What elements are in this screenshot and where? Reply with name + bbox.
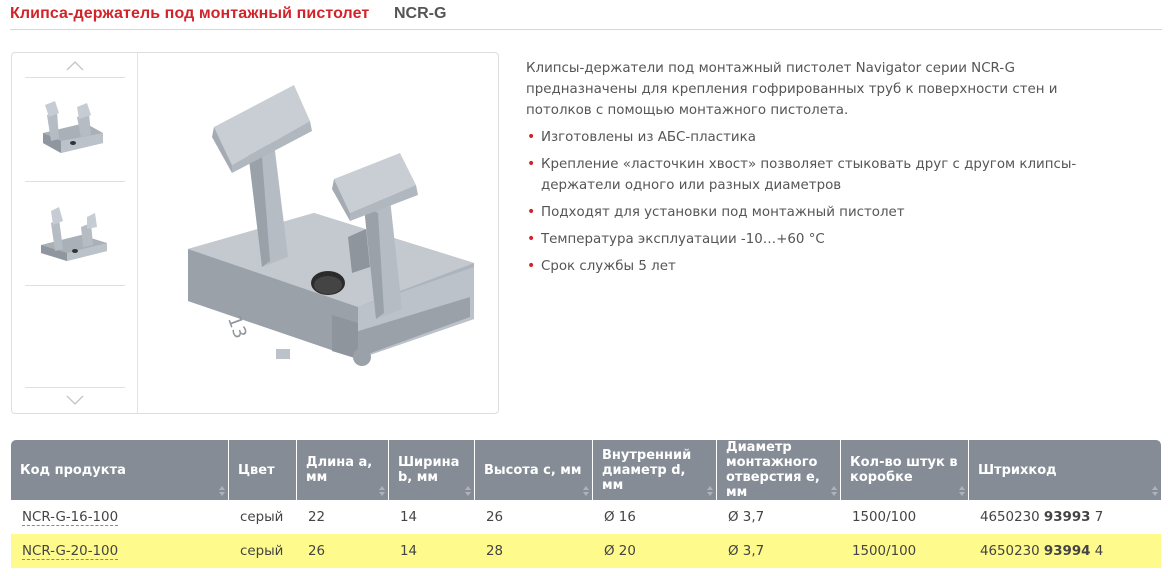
thumbnail-2[interactable] <box>25 185 125 285</box>
sort-icon <box>1152 486 1158 496</box>
embossed-size-number: 13 <box>223 312 251 342</box>
product-series-code: NCR-G <box>394 5 447 22</box>
column-header-qty[interactable]: Кол-во штук в коробке <box>841 440 969 500</box>
cell-qty: 1500/100 <box>852 509 917 525</box>
cell-code[interactable] <box>11 534 229 568</box>
cell-inner-diameter: Ø 16 <box>604 509 636 525</box>
thumbnail-divider <box>25 285 125 286</box>
sort-icon <box>831 486 837 496</box>
cell-code[interactable] <box>11 500 229 534</box>
clip-holder-image <box>152 61 492 405</box>
chevron-up-icon <box>66 61 84 71</box>
feature-text: Изготовлены из АБС-пластика <box>541 130 756 145</box>
cell-length: 26 <box>297 534 389 568</box>
cell-width: 14 <box>389 534 475 568</box>
table-row-highlighted <box>11 534 1161 568</box>
description-intro: Клипсы-держатели под монтажный пистолет Navigator серии NCR-G предназначены для крепления гофрированных труб к поверхности стен и потолков с помощью монтажного пистолета. <box>526 61 1058 118</box>
cell-inner-diameter: Ø 20 <box>593 534 717 568</box>
thumbnail-1[interactable] <box>25 79 125 179</box>
cell-hole-diameter: Ø 3,7 <box>728 509 765 525</box>
cell-color: серый <box>240 509 284 525</box>
feature-item <box>526 202 1126 223</box>
product-code-link[interactable]: NCR-G-16-100 <box>22 509 119 525</box>
feature-text: Срок службы 5 лет <box>541 259 676 274</box>
sort-icon <box>959 486 965 496</box>
bullet-icon: • <box>527 156 536 172</box>
clip-thumbnail-front <box>37 91 113 167</box>
feature-item <box>526 256 1126 277</box>
thumbnail-scroll-up-button[interactable] <box>25 55 125 77</box>
product-gallery <box>11 52 499 414</box>
feature-text: Температура эксплуатации -10…+60 °С <box>541 232 825 247</box>
sort-icon <box>583 486 589 496</box>
cell-barcode: 4650230 93993 7 <box>980 509 1104 525</box>
column-header-width[interactable]: Ширина b, мм <box>389 440 475 500</box>
column-header-hole-diameter[interactable]: Диаметр монтажного отверстия e, мм <box>717 440 841 500</box>
cell-color: серый <box>229 534 297 568</box>
clip-thumbnail-side <box>37 197 113 273</box>
table-header-row <box>11 440 1161 500</box>
thumbnail-scroll-down-button[interactable] <box>25 389 125 411</box>
cell-qty: 1500/100 <box>841 534 969 568</box>
cell-width: 14 <box>400 509 418 525</box>
cell-length: 22 <box>308 509 326 525</box>
thumbnail-strip <box>12 53 138 413</box>
feature-list <box>526 127 1126 277</box>
column-header-color[interactable]: Цвет <box>229 440 297 500</box>
bullet-icon: • <box>527 129 536 145</box>
page-header <box>10 0 1162 30</box>
thumbnail-divider <box>25 181 125 182</box>
thumbnail-divider <box>25 77 125 78</box>
cell-height: 28 <box>475 534 593 568</box>
cell-barcode: 4650230 93994 4 <box>969 534 1161 568</box>
sort-icon <box>465 486 471 496</box>
column-header-length[interactable]: Длина a, мм <box>297 440 389 500</box>
product-main-image <box>152 61 492 405</box>
page-title: Клипса-держатель под монтажный пистолет <box>10 5 370 22</box>
product-code-link[interactable]: NCR-G-20-100 <box>22 543 119 559</box>
feature-item <box>526 154 1126 196</box>
feature-text: Подходят для установки под монтажный пистолет <box>541 205 905 220</box>
bullet-icon: • <box>527 258 536 274</box>
thumbnail-divider <box>25 387 125 388</box>
column-header-code[interactable]: Код продукта <box>11 440 229 500</box>
column-header-inner-diameter[interactable]: Внутренний диаметр d, мм <box>593 440 717 500</box>
sort-icon <box>379 486 385 496</box>
cell-height: 26 <box>486 509 504 525</box>
column-header-barcode[interactable]: Штрихкод <box>969 440 1161 500</box>
feature-text: Крепление «ласточкин хвост» позволяет стыковать друг с другом клипсы-держатели одного или разных диаметров <box>541 157 1077 193</box>
chevron-down-icon <box>66 395 84 405</box>
product-description <box>526 58 1126 283</box>
feature-item <box>526 127 1126 148</box>
cell-hole-diameter: Ø 3,7 <box>717 534 841 568</box>
sort-icon <box>707 486 713 496</box>
bullet-icon: • <box>527 231 536 247</box>
column-header-height[interactable]: Высота c, мм <box>475 440 593 500</box>
bullet-icon: • <box>527 204 536 220</box>
product-spec-table <box>11 440 1161 568</box>
sort-icon <box>219 486 225 496</box>
table-row <box>11 500 1161 534</box>
feature-item <box>526 229 1126 250</box>
